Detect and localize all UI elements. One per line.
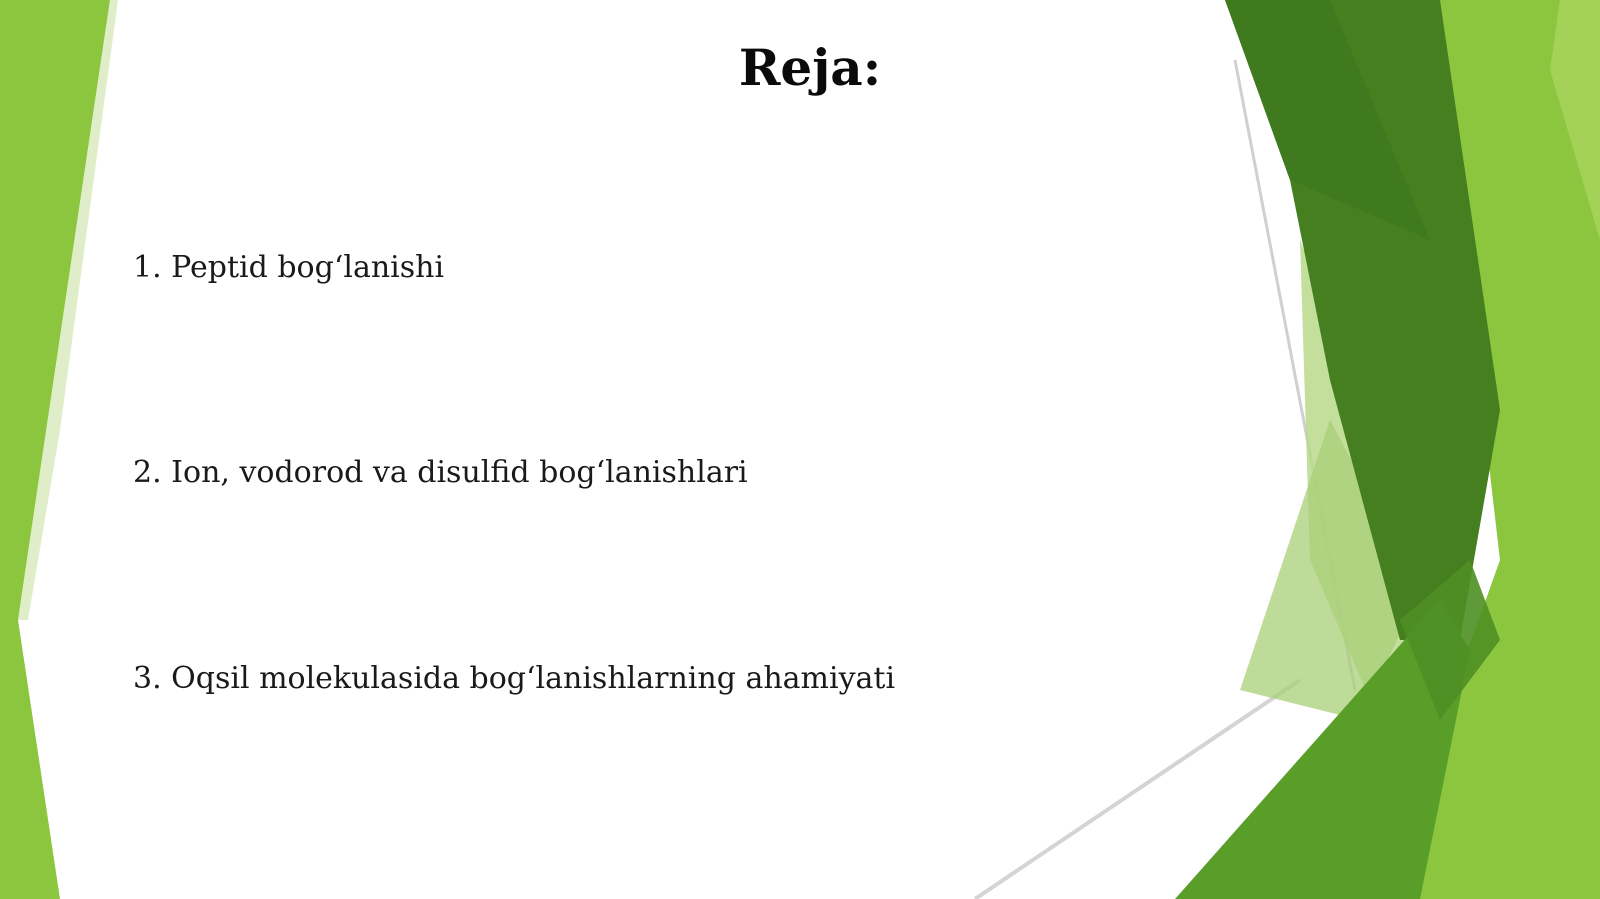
list-item: 3. Oqsil molekulasida bog‘lanishlarning ahamiyati — [133, 661, 896, 696]
list-item: 1. Peptid bog‘lanishi — [133, 250, 445, 285]
slide-title: Reja: — [738, 38, 882, 97]
list-item: 2. Ion, vodorod va disulfid bog‘lanishlari — [133, 455, 748, 490]
